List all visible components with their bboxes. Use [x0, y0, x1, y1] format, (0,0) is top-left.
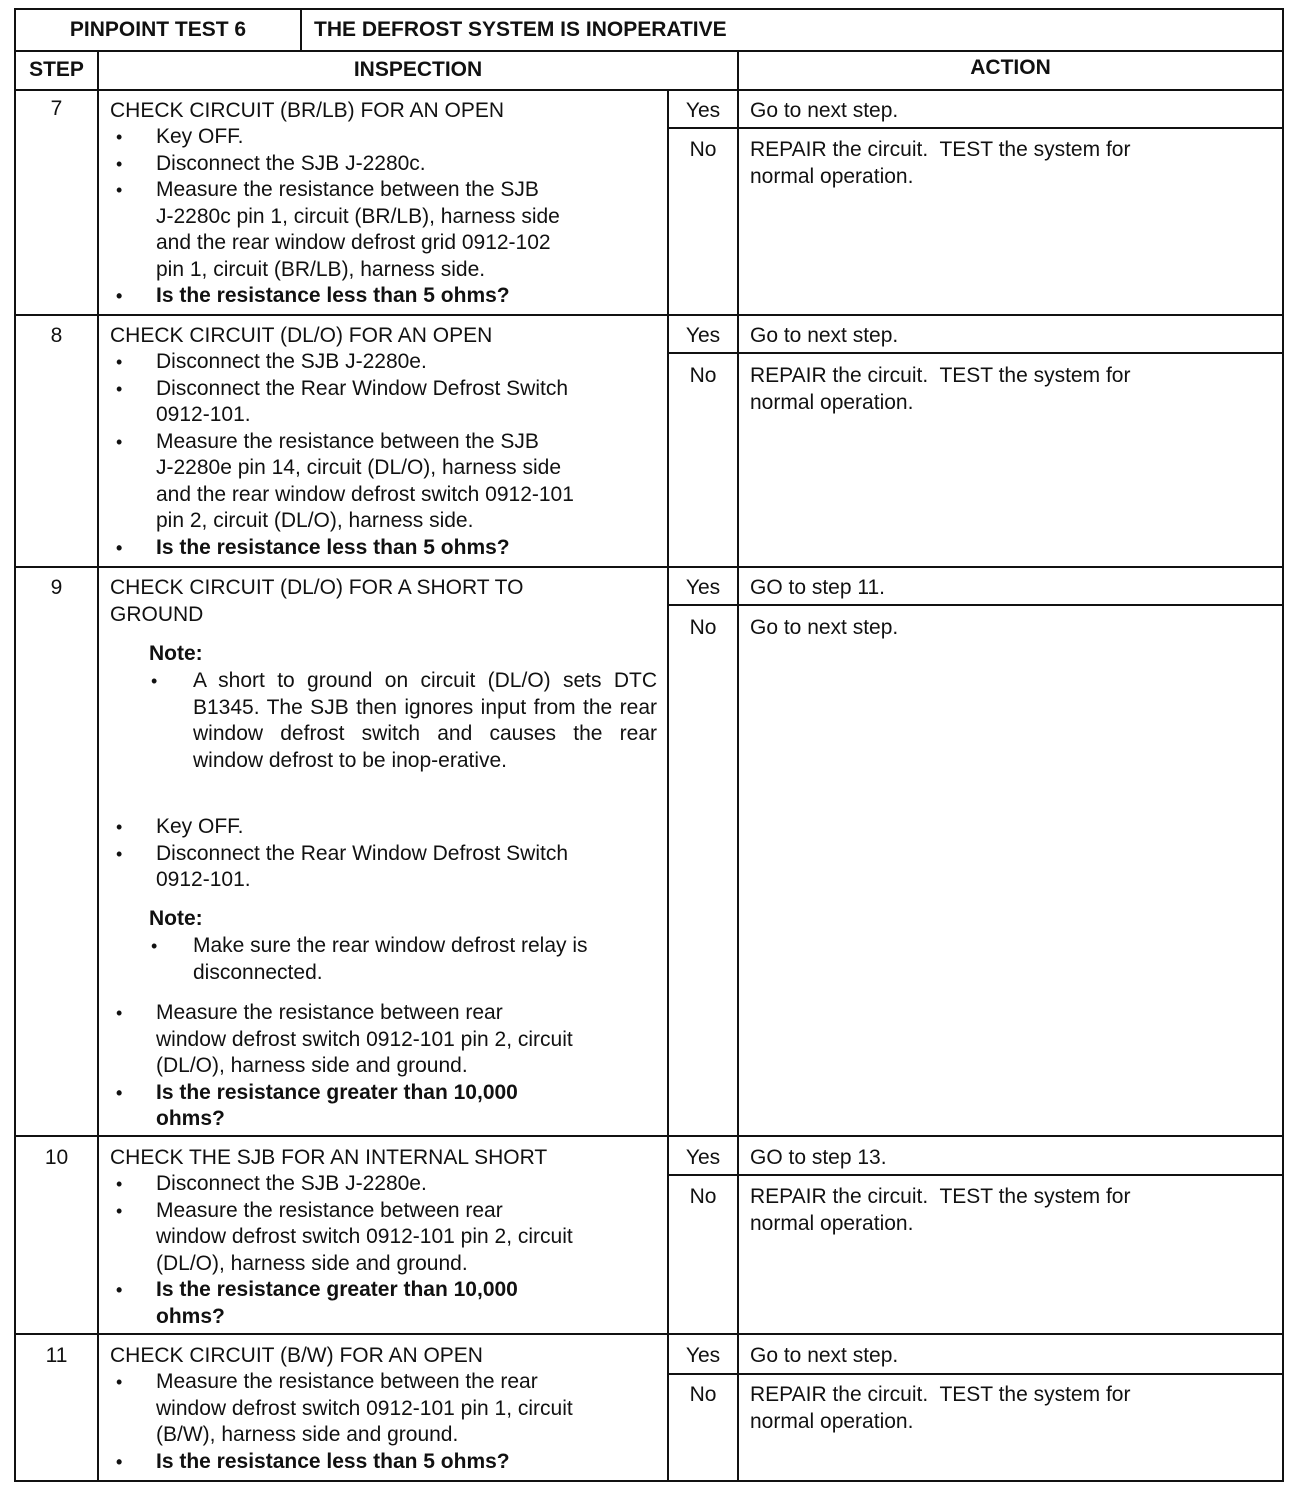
step-question: • Is the resistance greater than 10,000 ohms? — [110, 1080, 573, 1133]
test-title: THE DEFROST SYSTEM IS INOPERATIVE — [314, 18, 727, 41]
rule — [737, 50, 739, 1480]
rule — [16, 50, 1282, 52]
note-title: Note: — [149, 642, 203, 665]
step-items — [110, 1369, 573, 1475]
no-action: Go to next step. — [750, 616, 899, 639]
list-item: • Disconnect the SJB J-2280e. — [110, 349, 574, 376]
yes-label: Yes — [685, 576, 721, 599]
step-heading: CHECK CIRCUIT (BR/LB) FOR AN OPEN — [110, 99, 504, 122]
step-question: • Is the resistance less than 5 ohms? — [110, 535, 574, 562]
rule — [667, 127, 1282, 129]
step-heading: CHECK CIRCUIT (B/W) FOR AN OPEN — [110, 1344, 483, 1367]
yes-label: Yes — [685, 1344, 721, 1367]
rule — [16, 1135, 1282, 1137]
no-label: No — [689, 1185, 717, 1208]
yes-action: GO to step 13. — [750, 1146, 887, 1169]
rule — [667, 1373, 1282, 1375]
yes-label: Yes — [685, 324, 721, 347]
list-item: • Measure the resistance between rear window defrost switch 0912-101 pin 2, circuit (DL/O), harness side and ground. — [110, 1198, 573, 1278]
step-items — [110, 124, 560, 310]
no-action: REPAIR the circuit. TEST the system for normal operation. — [750, 1185, 1131, 1235]
note-text: • A short to ground on circuit (DL/O) sets DTC B1345. The SJB then ignores input from the rear window defrost switch and causes the rear window defrost to be inop-erative. — [149, 668, 657, 774]
rule — [300, 10, 302, 50]
rule — [16, 1333, 1282, 1335]
test-label: PINPOINT TEST 6 — [69, 18, 247, 41]
step-number: 10 — [44, 1146, 69, 1169]
step-number: 9 — [50, 576, 63, 599]
note-list — [149, 668, 657, 774]
rule — [667, 89, 669, 1480]
step-question: • Is the resistance greater than 10,000 ohms? — [110, 1277, 573, 1330]
note-list — [149, 933, 669, 986]
step-items — [110, 349, 574, 561]
step-heading: CHECK THE SJB FOR AN INTERNAL SHORT — [110, 1146, 548, 1169]
note-text: • Make sure the rear window defrost relay is disconnected. — [149, 933, 669, 986]
list-item: • Measure the resistance between the SJB J-2280e pin 14, circuit (DL/O), harness side and the rear window defrost switch 0912-101 pin 2, circuit (DL/O), harness side. — [110, 429, 574, 535]
rule — [16, 89, 1282, 91]
rule — [16, 566, 1282, 568]
list-item: • Measure the resistance between the SJB J-2280c pin 1, circuit (BR/LB), harness side and the rear window defrost grid 0912-102 pin 1, circuit (BR/LB), harness side. — [110, 177, 560, 283]
no-label: No — [689, 138, 717, 161]
rule — [667, 1174, 1282, 1176]
column-header-step: STEP — [29, 58, 84, 81]
no-label: No — [689, 1383, 717, 1406]
column-header-action: ACTION — [970, 56, 1051, 79]
rule — [667, 604, 1282, 606]
no-action: REPAIR the circuit. TEST the system for normal operation. — [750, 364, 1131, 414]
yes-action: Go to next step. — [750, 1344, 899, 1367]
step-question: • Is the resistance less than 5 ohms? — [110, 283, 560, 310]
list-item: • Disconnect the Rear Window Defrost Switch 0912-101. — [110, 376, 574, 429]
step-number: 11 — [45, 1344, 68, 1367]
list-item: • Disconnect the Rear Window Defrost Switch 0912-101. — [110, 841, 568, 894]
list-item: • Disconnect the SJB J-2280e. — [110, 1171, 573, 1198]
list-item: • Measure the resistance between rear window defrost switch 0912-101 pin 2, circuit (DL/O), harness side and ground. — [110, 1000, 573, 1080]
list-item: • Disconnect the SJB J-2280c. — [110, 151, 560, 178]
no-label: No — [689, 364, 717, 387]
no-action: REPAIR the circuit. TEST the system for normal operation. — [750, 1383, 1131, 1433]
step-number: 7 — [50, 97, 63, 120]
rule — [16, 314, 1282, 316]
step-items — [110, 814, 568, 894]
rule — [97, 50, 99, 1480]
step-number: 8 — [50, 324, 63, 347]
step-items — [110, 1171, 573, 1330]
no-action: REPAIR the circuit. TEST the system for normal operation. — [750, 138, 1131, 188]
yes-action: Go to next step. — [750, 99, 899, 122]
step-question: • Is the resistance less than 5 ohms? — [110, 1449, 573, 1476]
yes-action: GO to step 11. — [750, 576, 886, 599]
yes-action: Go to next step. — [750, 324, 899, 347]
note-title: Note: — [149, 907, 203, 930]
pinpoint-test-table — [14, 8, 1284, 1482]
list-item: • Key OFF. — [110, 814, 568, 841]
yes-label: Yes — [685, 99, 721, 122]
column-header-inspection: INSPECTION — [353, 58, 483, 81]
yes-label: Yes — [685, 1146, 721, 1169]
step-items — [110, 1000, 573, 1133]
list-item: • Measure the resistance between the rear window defrost switch 0912-101 pin 1, circuit (B/W), harness side and ground. — [110, 1369, 573, 1449]
step-heading: CHECK CIRCUIT (DL/O) FOR A SHORT TO GROUND — [110, 576, 524, 626]
step-heading: CHECK CIRCUIT (DL/O) FOR AN OPEN — [110, 324, 493, 347]
list-item: • Key OFF. — [110, 124, 560, 151]
no-label: No — [689, 616, 717, 639]
rule — [667, 352, 1282, 354]
